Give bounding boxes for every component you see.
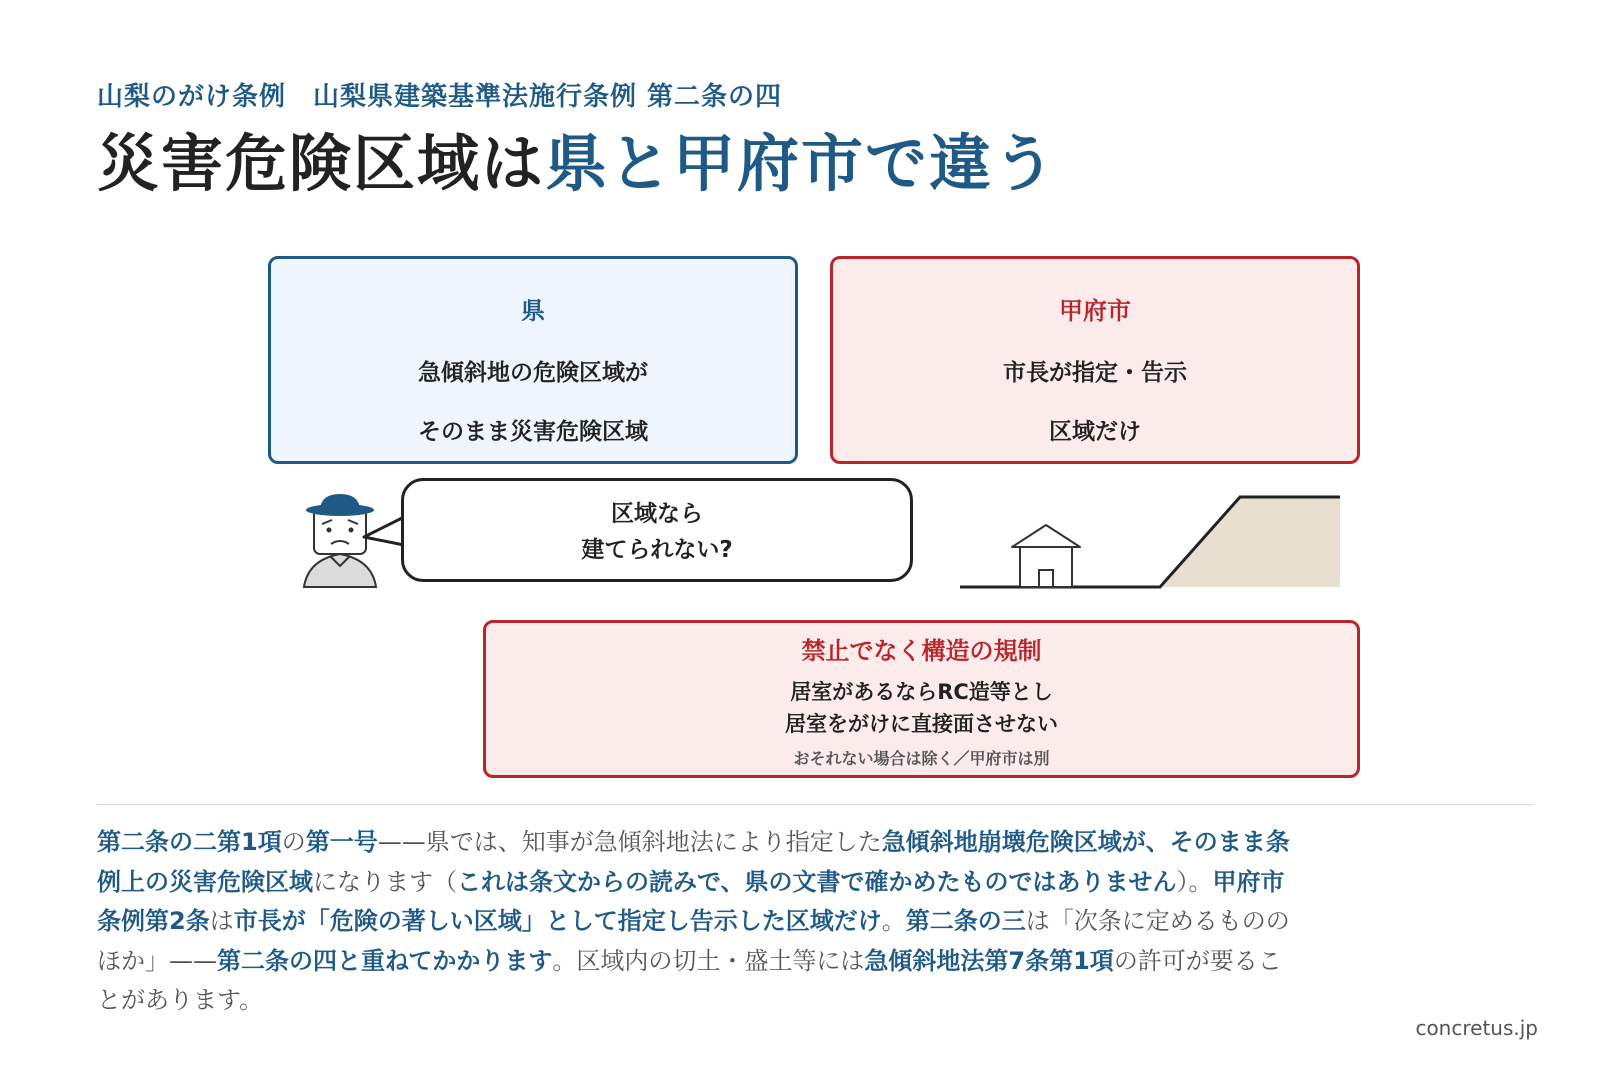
body-bold-5: 急傾斜地崩壊危険区域が、そのまま条例上の災害危険区域: [97, 828, 1290, 896]
title-prefix: 災害危険区域は: [97, 127, 546, 200]
body-bold-17: 急傾斜地法第7条第1項: [864, 946, 1114, 975]
body-bold-9: 甲府市条例第2条: [97, 867, 1285, 935]
house-slope-illustration: [960, 490, 1350, 590]
prefecture-heading: 県: [521, 297, 545, 325]
body-paragraph: [97, 823, 1297, 1021]
speech-tail-icon: [362, 515, 406, 555]
prefecture-line-2: そのまま災害危険区域: [418, 419, 648, 445]
rule-line-1: 居室があるならRC造等とし: [790, 680, 1053, 704]
rule-heading: 禁止でなく構造の規制: [801, 637, 1042, 665]
speech-bubble: [401, 478, 913, 582]
body-text-8: ）。: [1176, 867, 1213, 896]
body-bold-7: これは条文からの読みで、県の文書で確かめたものではありません: [457, 867, 1177, 896]
body-text-18: の許可が要ることがあります。: [97, 946, 1282, 1014]
title-accent: 県と甲府市で違う: [545, 127, 1058, 200]
body-bold-13: 第二条の三: [905, 907, 1026, 935]
city-line-1: 市長が指定・告示: [1003, 360, 1187, 386]
body-bold-1: 第二条の二第1項: [97, 828, 282, 856]
speech-line-2: 建てられない?: [581, 537, 733, 563]
subtitle: 山梨のがけ条例 山梨県建築基準法施行条例 第二条の四: [97, 82, 783, 112]
footer-site: concretus.jp: [1415, 1016, 1538, 1040]
speech-line-1: 区域なら: [611, 501, 703, 527]
house-door-icon: [1039, 570, 1053, 587]
body-bold-3: 第一号: [305, 828, 378, 856]
body-text-16: 。区域内の切土・盛土等には: [552, 946, 865, 975]
body-bold-11: 市長が「危険の著しい区域」として指定し告示した区域だけ: [233, 907, 882, 935]
body-text-6: になります（: [313, 867, 457, 896]
city-heading: 甲府市: [1059, 297, 1131, 325]
page-title: [97, 127, 1058, 200]
house-roof-icon: [1012, 525, 1080, 547]
city-line-2: 区域だけ: [1049, 419, 1141, 445]
slope-fill: [1160, 497, 1340, 587]
prefecture-line-1: 急傾斜地の危険区域が: [418, 360, 648, 386]
body-text-12: 。: [881, 907, 906, 935]
rule-box: [483, 620, 1360, 778]
rule-note: おそれない場合は除く／甲府市は別: [793, 749, 1050, 768]
body-text-4: ——県では、知事が急傾斜地法により指定した: [377, 828, 882, 856]
rule-line-2: 居室をがけに直接面させない: [785, 712, 1058, 736]
city-box: [830, 256, 1360, 464]
body-text-14: は「次条に定めるもののほか」——: [97, 907, 1290, 975]
prefecture-box: [268, 256, 798, 464]
body-text-2: の: [281, 828, 306, 856]
divider: [97, 804, 1533, 805]
body-text-10: は: [209, 907, 234, 935]
body-bold-15: 第二条の四と重ねてかかります: [217, 946, 553, 975]
